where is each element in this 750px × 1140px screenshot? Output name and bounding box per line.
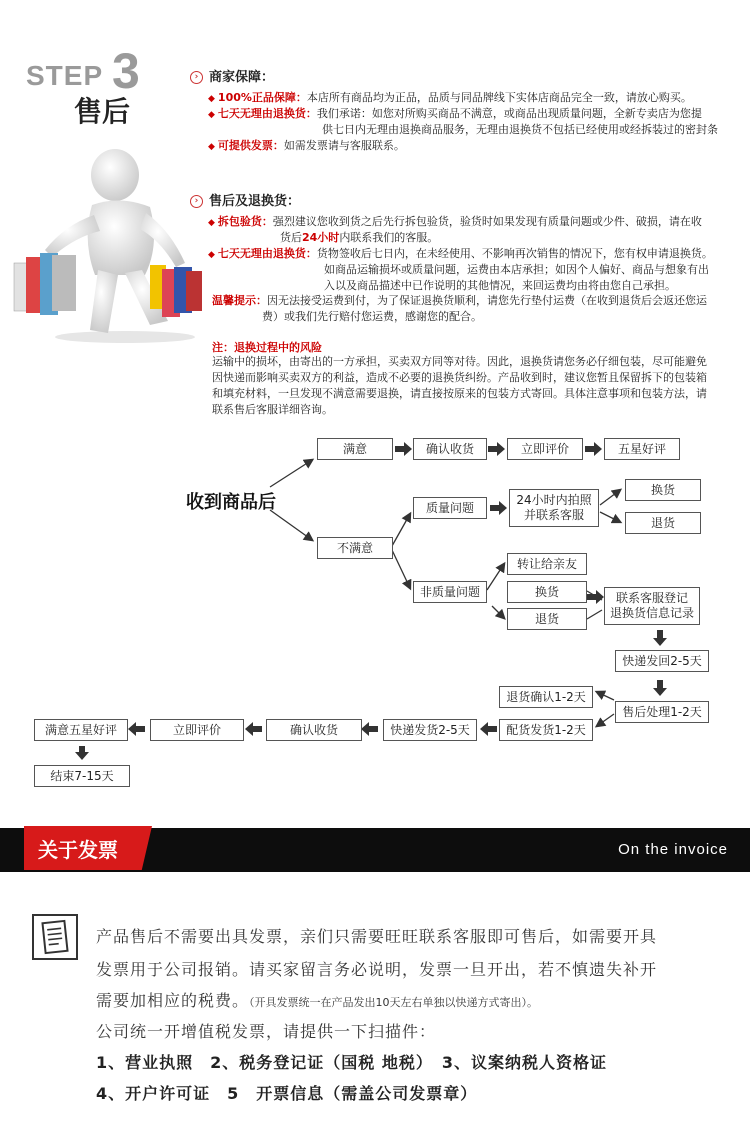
flow-after-sale-processing: 售后处理1-2天 (615, 701, 709, 723)
flow-quality-issue: 质量问题 (413, 497, 487, 519)
invoice-title-en: On the invoice (618, 841, 728, 858)
returns-tip-cont: 费）或我们先行赔付您运费，感谢您的配合。 (262, 310, 482, 323)
returns-seven-days: ◆ 七天无理由退换货：货物签收后七日内，在未经使用、不影响再次销售的情况下，您有权申请退换货。 (208, 247, 713, 260)
flow-review: 立即评价 (507, 438, 583, 460)
flow-satisfied: 满意 (317, 438, 393, 460)
guarantee-item-genuine: ◆ 100%正品保障：本店所有商品均为正品，品质与同品牌线下实体店商品完全一致，请放心购买。 (208, 91, 692, 104)
guarantee-item-seven-days: ◆ 七天无理由退换货：我们承诺：如您对所购买商品不满意，或商品出现质量问题，全新专卖店为您提 (208, 107, 702, 120)
guarantee-item-invoice: ◆ 可提供发票：如需发票请与客服联系。 (208, 139, 405, 152)
flow-express-delivery: 快递发货2-5天 (383, 719, 477, 741)
flow-transfer-gift: 转让给亲友 (507, 553, 587, 575)
flow-refund: 退货 (507, 608, 587, 630)
diamond-bullet-icon: ◆ (208, 142, 215, 152)
diamond-bullet-icon: ◆ (208, 250, 215, 260)
risk-note-line: 联系售后客服详细咨询。 (212, 403, 333, 416)
flow-receive-goods: 收到商品后 (186, 492, 276, 513)
returns-tip: 温馨提示：因无法接受运费到付，为了保证退换货顺利，请您先行垫付运费（在收到退货后会返还您运 (212, 294, 707, 307)
risk-note-line: 和填充材料，一旦发现不满意需要退换，请直接按原来的包装方式寄回。具体注意事项和包装方法，请 (212, 387, 707, 400)
flow-unsatisfied: 不满意 (317, 537, 393, 559)
step-number: 3 (112, 43, 140, 99)
returns-unpack-cont: 货后24小时内联系我们的客服。 (280, 231, 439, 244)
flow-non-quality-issue: 非质量问题 (413, 581, 487, 603)
flow-exchange: 换货 (507, 581, 587, 603)
diamond-bullet-icon: ◆ (208, 218, 215, 228)
flow-confirm-receipt: 确认收货 (413, 438, 487, 460)
invoice-paragraph: 公司统一开增值税发票，请提供一下扫描件： (96, 1022, 437, 1041)
risk-note-line: 因快递而影响买卖双方的利益，造成不必要的退换货纠纷。产品收到时，建议您暂且保留拆下的包装箱 (212, 371, 707, 384)
step-label: STEP (26, 60, 104, 91)
flow-refund: 退货 (625, 512, 701, 534)
returns-seven-days-cont2: 入以及商品描述中已作说明的其他情况，来回运费均由将由您自己承担。 (324, 279, 676, 292)
invoice-paragraph: 发票用于公司报销。请买家留言务必说明，发票一旦开出，若不慎遗失补开 (96, 960, 658, 979)
flow-register-service: 联系客服登记 退换货信息记录 (604, 587, 700, 625)
flow-confirm-receipt: 确认收货 (266, 719, 362, 741)
diamond-bullet-icon: ◆ (208, 110, 215, 120)
flow-photo-contact: 24小时内拍照 并联系客服 (509, 489, 599, 527)
returns-heading: › 售后及退换货： (190, 190, 300, 209)
flow-five-star-satisfied: 满意五星好评 (34, 719, 128, 741)
flow-refund-confirm: 退货确认1-2天 (499, 686, 593, 708)
flow-five-star: 五星好评 (604, 438, 680, 460)
invoice-paragraph: 需要加相应的税费。（开具发票统一在产品发出10天左右单独以快递方式寄出）。 (96, 991, 539, 1010)
guarantee-item-seven-days-cont: 供七日内无理由退换商品服务，无理由退换货不包括已经使用或经拆装过的密封条 (322, 123, 718, 136)
returns-seven-days-cont1: 如商品运输损坏或质量问题，运费由本店承担；如因个人偏好、商品与想象有出 (324, 263, 709, 276)
flow-ship-back: 快递发回2-5天 (615, 650, 709, 672)
flow-exchange: 换货 (625, 479, 701, 501)
diamond-bullet-icon: ◆ (208, 94, 215, 104)
guarantee-heading: › 商家保障： (190, 66, 274, 85)
risk-note-line: 运输中的损坏，由寄出的一方承担，买卖双方同等对待。因此，退换货请您务必仔细包装，尽可能避免 (212, 355, 707, 368)
invoice-title: 关于发票 (38, 838, 118, 862)
flow-end: 结束7-15天 (34, 765, 130, 787)
invoice-requirements: 1、营业执照 2、税务登记证（国税 地税） 3、议案纳税人资格证 (96, 1053, 607, 1072)
arrow-circle-icon: › (190, 71, 203, 84)
returns-unpack: ◆ 拆包验货：强烈建议您收到货之后先行拆包验货，验货时如果发现有质量问题或少件、破损，请在收 (208, 215, 702, 228)
flow-dispatch: 配货发货1-2天 (499, 719, 593, 741)
page-title: 售后 (74, 95, 131, 128)
risk-note-title: 注：退换过程中的风险 (212, 341, 322, 354)
arrow-circle-icon: › (190, 195, 203, 208)
invoice-requirements: 4、开户许可证 5 开票信息（需盖公司发票章） (96, 1084, 478, 1103)
document-icon (32, 914, 78, 960)
invoice-paragraph: 产品售后不需要出具发票，亲们只需要旺旺联系客服即可售后，如需要开具 (96, 927, 658, 946)
flow-review: 立即评价 (150, 719, 244, 741)
